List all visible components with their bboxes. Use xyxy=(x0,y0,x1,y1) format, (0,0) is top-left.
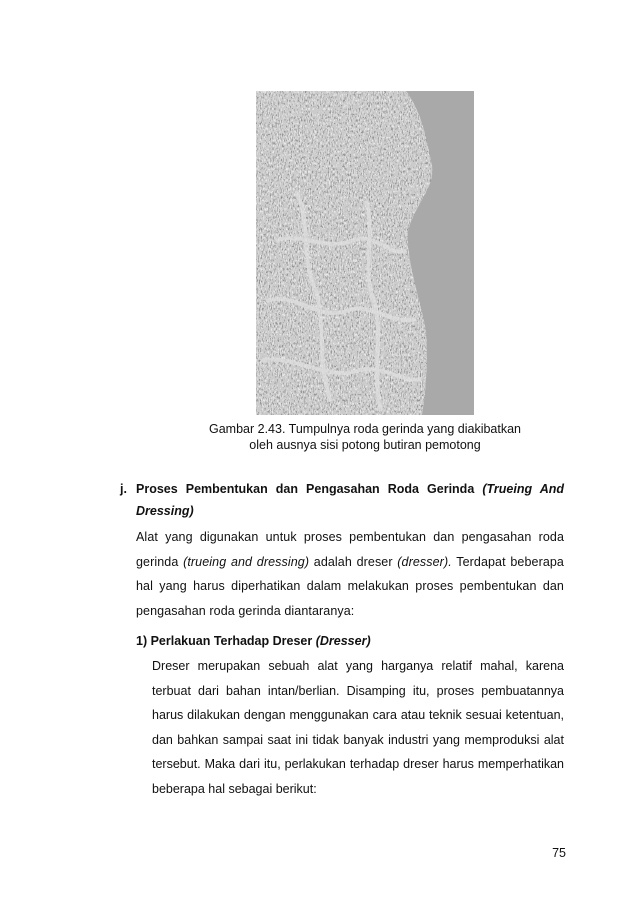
section-j-italic-1: (trueing and dressing) xyxy=(183,554,310,569)
grinding-wheel-micrograph xyxy=(256,91,474,415)
figure-caption-line-2: oleh ausnya sisi potong butiran pemotong xyxy=(249,438,481,452)
section-j-text-3: Terdapat beberapa hal yang harus diperhatikan dalam melakukan proses pembentukan dan pengasahan roda gerinda diantaranya: xyxy=(136,554,564,618)
section-j-text-2: adalah dreser xyxy=(309,554,398,569)
section-j-paragraph xyxy=(120,525,564,623)
subsection-1-heading xyxy=(136,630,564,652)
section-j-heading xyxy=(120,478,564,522)
section-j-title-italic-1: (Trueing And xyxy=(482,482,564,496)
subsection-1-title: 1) Perlakuan Terhadap Dreser xyxy=(136,634,316,648)
section-j-text-1: Alat yang digunakan untuk proses pembentukan dan pengasahan roda gerinda xyxy=(136,530,564,569)
figure-caption-line-1: Gambar 2.43. Tumpulnya roda gerinda yang diakibatkan xyxy=(209,422,521,436)
section-j xyxy=(120,478,564,623)
section-j-title: Proses Pembentukan dan Pengasahan Roda Gerinda xyxy=(136,482,475,496)
subsection-1 xyxy=(136,630,564,801)
page-number: 75 xyxy=(552,846,566,860)
subsection-1-title-italic: (Dresser) xyxy=(315,634,371,648)
subsection-1-paragraph: Dreser merupakan sebuah alat yang harganya relatif mahal, karena terbuat dari bahan intan/berlian. Disamping itu, proses pembuatannya harus dilakukan dengan menggunakan cara atau teknik sesuai ketentuan, dan bahkan sampai saat ini tidak banyak industri yang memproduksi alat tersebut. Maka dari itu, perlakukan terhadap dreser harus memperhatikan beberapa hal sebagai berikut: xyxy=(152,659,564,796)
section-j-italic-2: (dresser). xyxy=(397,554,452,569)
section-j-title-italic-2: Dressing) xyxy=(136,504,194,518)
section-j-marker: j. xyxy=(120,482,127,496)
